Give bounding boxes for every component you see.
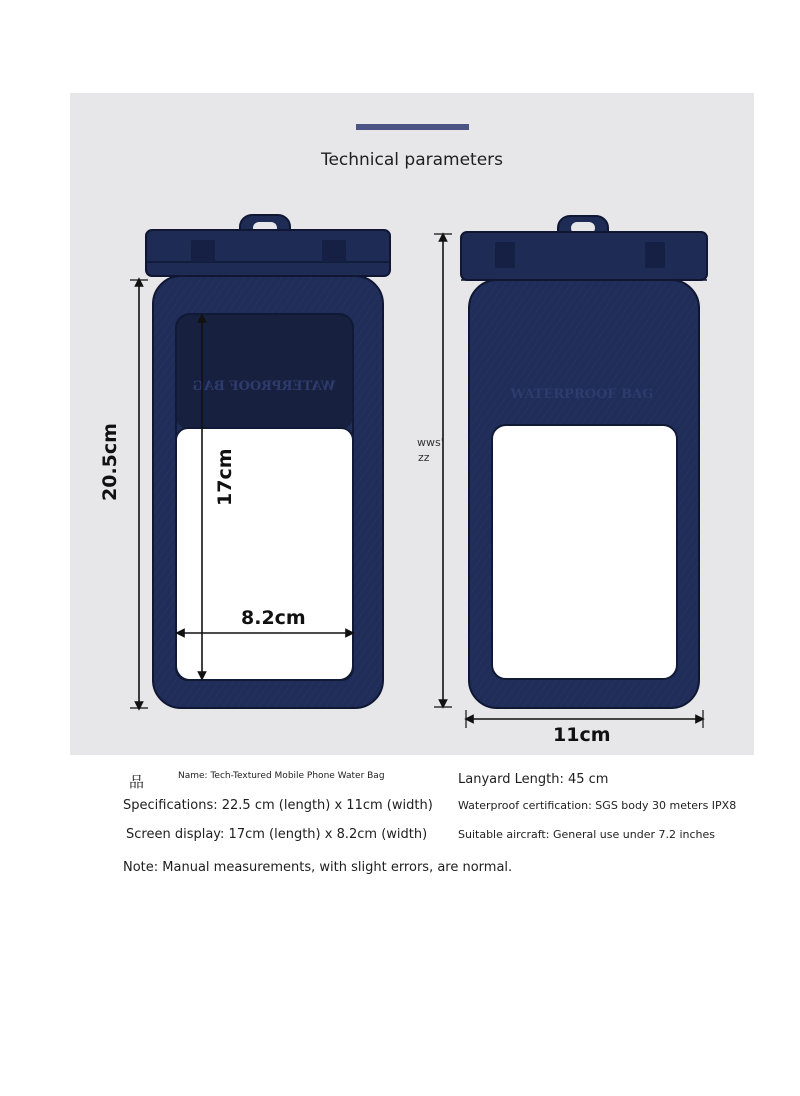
seal-band bbox=[146, 230, 390, 276]
spec-name: Name: Tech-Textured Mobile Phone Water Bag bbox=[178, 771, 385, 781]
spec-specifications: Specifications: 22.5 cm (length) x 11cm (width) bbox=[123, 798, 433, 813]
spec-screen-display: Screen display: 17cm (length) x 8.2cm (width) bbox=[126, 827, 428, 842]
side-note-2: zz bbox=[418, 451, 430, 464]
label-overall-width: 11cm bbox=[553, 724, 611, 746]
emboss-mirrored: WATERPROOF BAG bbox=[192, 379, 336, 394]
spec-suitable: Suitable aircraft: General use under 7.2 inches bbox=[458, 828, 716, 841]
bag-front-view bbox=[461, 216, 707, 708]
bag-back-view bbox=[146, 215, 390, 708]
label-screen-length: 17cm bbox=[214, 448, 236, 506]
emboss-text: WATERPROOF BAG bbox=[510, 387, 654, 402]
clip-left bbox=[495, 242, 515, 268]
panel-title: Technical parameters bbox=[320, 150, 504, 170]
spec-lanyard: Lanyard Length: 45 cm bbox=[458, 772, 609, 787]
spec-waterproof: Waterproof certification: SGS body 30 meters IPX8 bbox=[458, 799, 737, 812]
clip-right bbox=[322, 240, 346, 262]
clip-right bbox=[645, 242, 665, 268]
side-note-1: wws' bbox=[417, 436, 444, 449]
label-screen-width: 8.2cm bbox=[241, 607, 306, 629]
clear-window bbox=[492, 425, 677, 679]
name-icon: 品 bbox=[129, 773, 145, 791]
spec-note: Note: Manual measurements, with slight errors, are normal. bbox=[123, 860, 513, 875]
label-overall-length: 20.5cm bbox=[99, 423, 121, 501]
clip-left bbox=[191, 240, 215, 262]
